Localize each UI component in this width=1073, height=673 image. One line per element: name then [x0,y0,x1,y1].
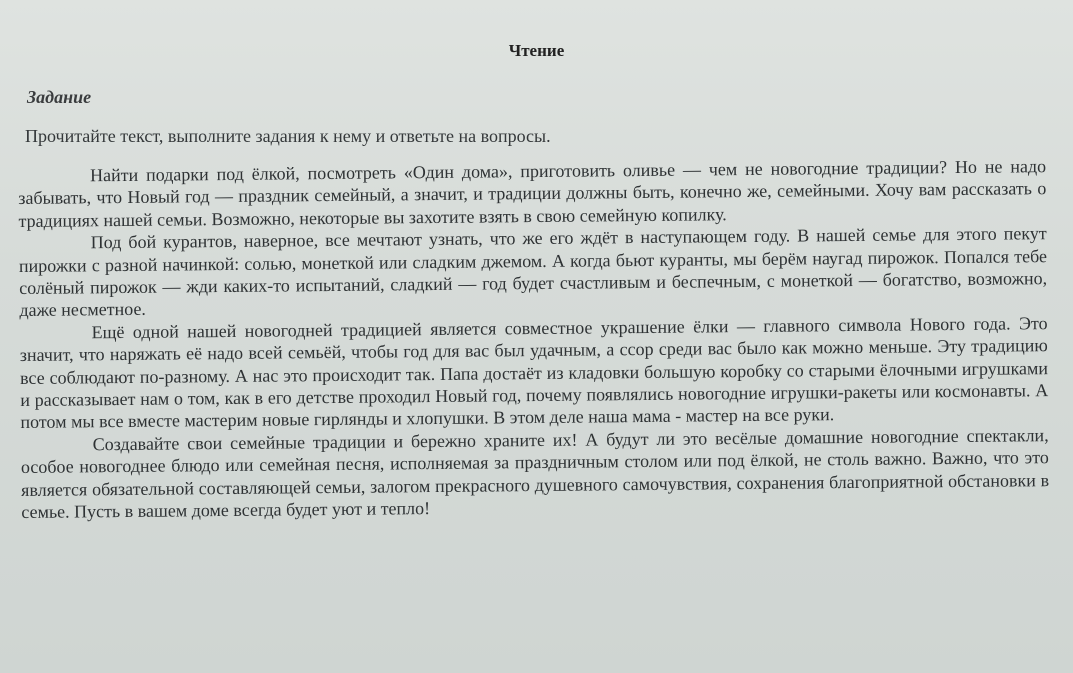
page-title: Чтение [508,41,565,60]
task-label: Задание [27,87,92,107]
paragraph-4: Создавайте свои семейные традиции и бережно храните их! А будут ли это весёлые домашние новогодние спектакли, особое новогоднее блюдо или семейная песня, исполняемая за праздничным столом или под ёлкой, не столь важно. Важно, что это является обязательной составляющей семьи, залогом прекрасного душевного самочувствия, сохранения благоприятной обстановки в семье. Пусть в вашем доме всегда будет уют и тепло! [20,424,1050,523]
paragraph-3: Ещё одной нашей новогодней традицией является совместное украшение ёлки — главного символа Нового года. Это значит, что наряжать её надо всей семьёй, чтобы год для вас был удачным, а ссор среди вас было как можно меньше. Эту традицию все соблюдают по-разному. А нас это происходит так. Папа достаёт из кладовки большую коробку со старыми ёлочными игрушками и рассказывает нам о том, как в его детстве проходил Новый год, почему появлялись новогодние игрушки-ракеты или космонавты. А потом мы все вместе мастерим новые гирлянды и хлопушки. В этом деле наша мама - мастер на все руки. [19,312,1049,433]
reading-text [18,155,1049,523]
task-instruction: Прочитайте текст, выполните задания к нему и ответьте на вопросы. [25,126,551,146]
paragraph-1: Найти подарки под ёлкой, посмотреть «Один дома», приготовить оливье — чем не новогодние традиции? Но не надо забывать, что Новый год — праздник семейный, а значит, и традиции должны быть, конечно же, семейными. Хочу вам рассказать о традициях нашей семьи. Возможно, некоторые вы захотите взять в свою семейную копилку. [18,156,1047,231]
paragraph-2: Под бой курантов, наверное, все мечтают узнать, что же его ждёт в наступающем году. В нашей семье для этого пекут пирожки с разной начинкой: солью, монеткой или сладким джемом. А когда бьют куранты, мы берём наугад пирожок. Попался тебе солёный пирожок — жди каких-то испытаний, сладкий — год будет счастливым и беспечным, с монеткой — богатство, возможно, даже несметное. [18,223,1048,321]
